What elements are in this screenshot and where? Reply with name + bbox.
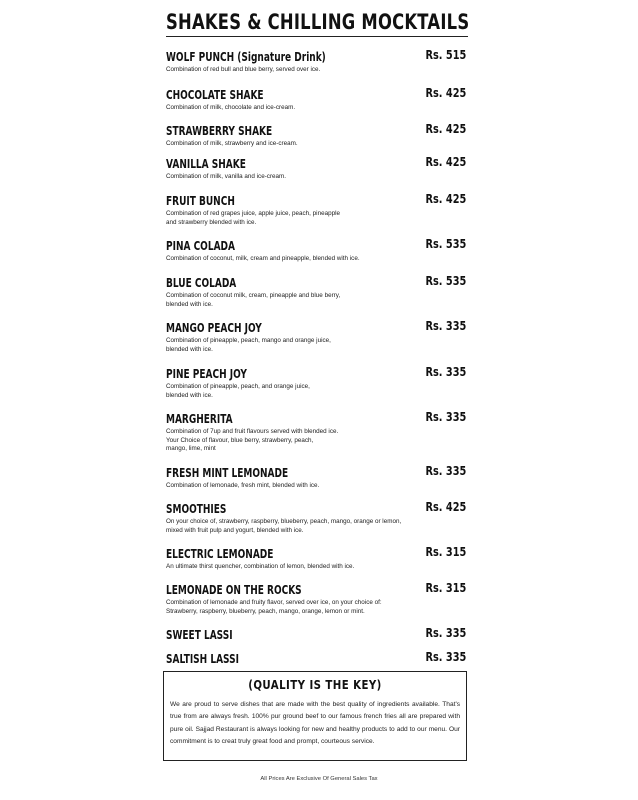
menu-item — [166, 500, 468, 535]
menu-title: SHAKES & CHILLING MOCKTAILS — [166, 10, 470, 34]
item-description: Combination of milk, vanilla and ice-cream. — [166, 173, 287, 180]
item-description: Combination of red grapes juice, apple juice, peach, pineapple and strawberry blended with ice. — [166, 210, 340, 226]
item-name: BLUE COLADA — [166, 275, 237, 290]
item-price: Rs. 315 — [425, 544, 466, 559]
item-name: LEMONADE ON THE ROCKS — [166, 582, 302, 597]
quality-notice-box — [163, 671, 467, 761]
item-name: SMOOTHIES — [166, 501, 227, 516]
item-price: Rs. 535 — [425, 273, 466, 288]
item-description: An ultimate thirst quencher, combination of lemon, blended with ice. — [166, 563, 355, 570]
menu-item — [166, 48, 468, 75]
item-description: Combination of 7up and fruit flavours served with blended ice. Your Choice of flavour, blue berry, strawberry, peach, mango, lime, mint — [166, 428, 339, 453]
quality-text: We are proud to serve dishes that are made with the best quality of ingredients available. That's true from are always fresh. 100% pur ground beef to our famous french fries all are prepared with pure oil. Sajjad Restaurant is always looking for new and healthy products to add to our menu. Our commitment is to creat truly great food and prompt, courteous service. — [170, 701, 460, 746]
item-price: Rs. 335 — [425, 649, 466, 664]
tax-footnote: All Prices Are Exclusive Of General Sales Tax — [260, 776, 378, 782]
item-price: Rs. 425 — [425, 191, 466, 206]
item-description: Combination of coconut, milk, cream and pineapple, blended with ice. — [166, 255, 360, 262]
item-name: FRUIT BUNCH — [166, 193, 235, 208]
item-name: PINE PEACH JOY — [166, 366, 247, 381]
item-name: VANILLA SHAKE — [166, 156, 246, 171]
item-name: SWEET LASSI — [166, 627, 233, 642]
menu-item — [166, 86, 468, 113]
item-price: Rs. 425 — [425, 154, 466, 169]
item-description: Combination of pineapple, peach, mango and orange juice, blended with ice. — [166, 337, 331, 353]
item-description: Combination of coconut milk, cream, pineapple and blue berry, blended with ice. — [166, 292, 341, 308]
item-description: Combination of lemonade and fruity flavor, served over ice, on your choice of: Strawberry, raspberry, blueberry, peach, mango, orange, lemon or mint. — [166, 599, 382, 615]
item-description: On your choice of, strawberry, raspberry, blueberry, peach, mango, orange or lemon, mixed with fruit pulp and yogurt, blended with ice. — [166, 518, 402, 534]
item-description: Combination of pineapple, peach, and orange juice, blended with ice. — [166, 383, 310, 399]
menu-item — [166, 237, 468, 264]
item-description: Combination of red bull and blue berry, served over ice. — [166, 66, 321, 73]
menu-item — [166, 545, 468, 572]
item-price: Rs. 515 — [425, 47, 466, 62]
item-price: Rs. 335 — [425, 409, 466, 424]
item-price: Rs. 335 — [425, 463, 466, 478]
item-price: Rs. 425 — [425, 121, 466, 136]
item-price: Rs. 315 — [425, 580, 466, 595]
item-description: Combination of milk, strawberry and ice-cream. — [166, 140, 298, 147]
item-name: MARGHERITA — [166, 411, 233, 426]
title-divider — [166, 36, 468, 37]
item-price: Rs. 335 — [425, 318, 466, 333]
item-name: SALTISH LASSI — [166, 651, 239, 666]
item-price: Rs. 335 — [425, 625, 466, 640]
item-name: FRESH MINT LEMONADE — [166, 465, 289, 480]
item-price: Rs. 335 — [425, 364, 466, 379]
menu-item — [166, 410, 468, 454]
item-description: Combination of milk, chocolate and ice-cream. — [166, 104, 296, 111]
menu-item — [166, 122, 468, 149]
menu-item — [166, 274, 468, 309]
menu-item — [166, 464, 468, 491]
menu-item — [166, 650, 468, 668]
item-name: MANGO PEACH JOY — [166, 320, 262, 335]
quality-title: (QUALITY IS THE KEY) — [248, 678, 382, 692]
menu-item — [166, 155, 468, 182]
item-price: Rs. 535 — [425, 236, 466, 251]
item-name: PINA COLADA — [166, 238, 235, 253]
item-description: Combination of lemonade, fresh mint, blended with ice. — [166, 482, 320, 489]
item-name: STRAWBERRY SHAKE — [166, 123, 273, 138]
item-name: WOLF PUNCH (Signature Drink) — [166, 49, 326, 64]
menu-item — [166, 626, 468, 644]
item-name: ELECTRIC LEMONADE — [166, 546, 274, 561]
item-price: Rs. 425 — [425, 85, 466, 100]
item-name: CHOCOLATE SHAKE — [166, 87, 264, 102]
menu-item — [166, 319, 468, 354]
menu-item — [166, 365, 468, 400]
menu-item — [166, 192, 468, 227]
item-price: Rs. 425 — [425, 499, 466, 514]
menu-item — [166, 581, 468, 616]
